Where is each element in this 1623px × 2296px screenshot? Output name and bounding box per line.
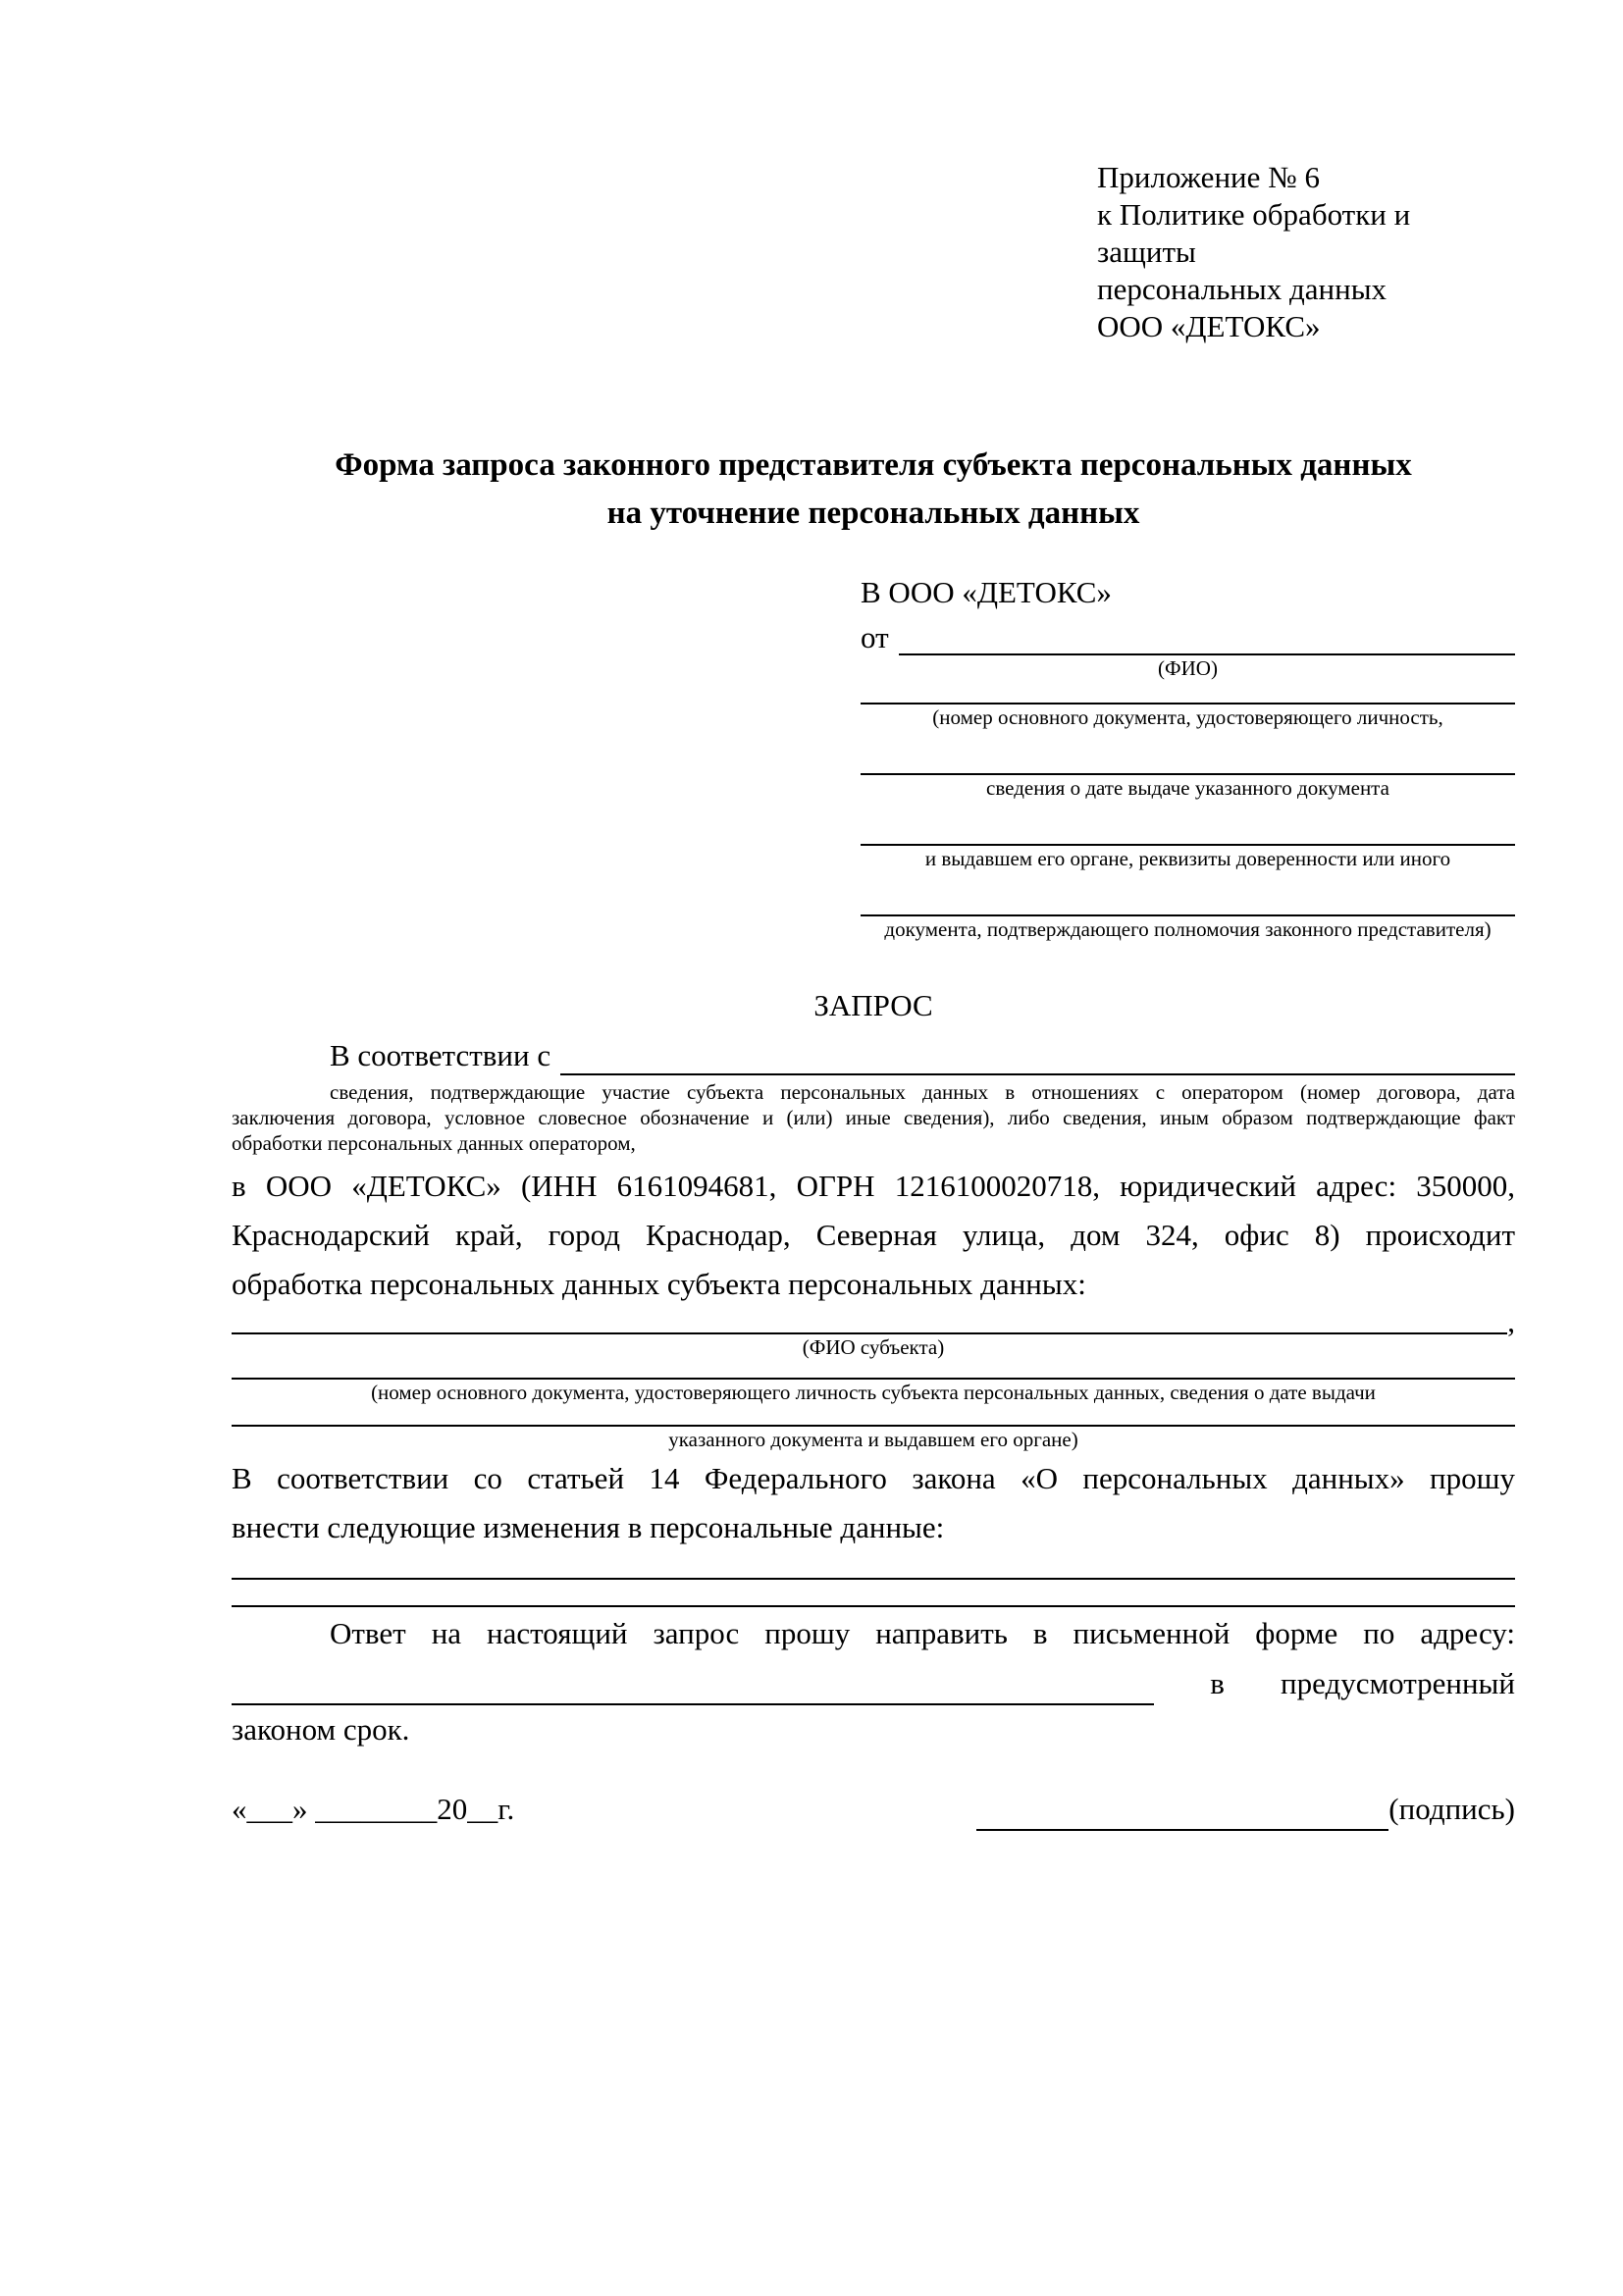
appendix-line: персональных данных: [1097, 272, 1387, 306]
trailing-comma: ,: [1507, 1304, 1515, 1338]
field-line: [861, 871, 1515, 916]
date-signature-row: [232, 1788, 1515, 1831]
reply-paragraph-line: Ответ на настоящий запрос прошу направить в письменной форме по адресу:: [330, 1616, 1515, 1650]
field-line: [861, 801, 1515, 846]
address-field-line: [232, 1666, 1154, 1705]
subject-fio-field-line: [232, 1311, 1507, 1334]
subject-doc-caption: (номер основного документа, удостоверяющего личность субъекта персональных данных, сведения о дате выдачи: [371, 1381, 1376, 1404]
field-caption: (номер основного документа, удостоверяющего личность,: [932, 705, 1443, 729]
accordance-field-line: [560, 1038, 1515, 1075]
field-line: [861, 730, 1515, 775]
subject-doc-field-line: [232, 1360, 1515, 1380]
accordance-label: В соответствии с: [330, 1038, 551, 1072]
reply-word: предусмотренный: [1281, 1666, 1515, 1700]
reply-closing: законом срок.: [232, 1712, 410, 1747]
field-caption: документа, подтверждающего полномочия законного представителя): [884, 917, 1492, 941]
footnote: [232, 1079, 1515, 1156]
operator-paragraph-line: обработка персональных данных субъекта персональных данных:: [232, 1267, 1086, 1301]
reply-paragraph: [232, 1609, 1515, 1754]
changes-field-line: [232, 1580, 1515, 1607]
form-title: [232, 442, 1515, 538]
appendix-line: ООО «ДЕТОКС»: [1097, 309, 1321, 343]
footnote-line: заключения договора, условное словесное обозначение и (или) иные сведения), либо сведения, иным образом подтверждающие факт: [232, 1106, 1515, 1129]
operator-paragraph: [232, 1162, 1515, 1309]
signature-field: [976, 1788, 1515, 1831]
appendix-line: Приложение № 6: [1097, 160, 1320, 194]
from-row: [861, 614, 1515, 655]
law-paragraph: [232, 1454, 1515, 1552]
appendix-line: к Политике обработки и защиты: [1097, 197, 1411, 269]
field-caption: сведения о дате выдаче указанного документа: [986, 776, 1389, 800]
fio-caption: (ФИО): [1158, 656, 1218, 680]
field-line: [861, 681, 1515, 704]
addressee-organization: В ООО «ДЕТОКС»: [861, 575, 1112, 609]
address-field-row: [232, 1658, 1515, 1705]
signature-caption: (подпись): [1388, 1792, 1515, 1826]
reply-word: в: [1210, 1666, 1225, 1700]
from-label: от: [861, 620, 889, 654]
request-heading: ЗАПРОС: [813, 988, 933, 1022]
fio-field-line: [899, 620, 1515, 655]
fio-subject-caption: (ФИО субъекта): [802, 1335, 945, 1359]
footnote-line: сведения, подтверждающие участие субъекта персональных данных в отношениях с оператором (номер договора, дата: [330, 1080, 1515, 1104]
signature-field-line: [976, 1792, 1388, 1831]
operator-paragraph-line: Краснодарский край, город Краснодар, Северная улица, дом 324, офис 8) происходит: [232, 1218, 1515, 1252]
operator-paragraph-line: в ООО «ДЕТОКС» (ИНН 6161094681, ОГРН 1216100020718, юридический адрес: 350000,: [232, 1169, 1515, 1203]
form-title-line: на уточнение персональных данных: [606, 496, 1140, 531]
law-paragraph-line: внести следующие изменения в персональные данные:: [232, 1510, 945, 1544]
subject-doc-field-line: [232, 1405, 1515, 1427]
law-paragraph-line: В соответствии со статьей 14 Федерального закона «О персональных данных» прошу: [232, 1461, 1515, 1495]
accordance-row: [232, 1030, 1515, 1075]
changes-field-line: [232, 1552, 1515, 1580]
addressee-block: [861, 571, 1515, 942]
subject-doc-caption: указанного документа и выдавшем его органе): [668, 1428, 1078, 1451]
appendix-block: [1097, 159, 1515, 345]
form-title-line: Форма запроса законного представителя субъекта персональных данных: [335, 447, 1412, 483]
field-caption: и выдавшем его органе, реквизиты доверенности или иного: [924, 847, 1451, 870]
subject-fio-field-row: [232, 1304, 1515, 1338]
date-field: «___» ________20__г.: [232, 1792, 515, 1826]
footnote-line: обработки персональных данных оператором,: [232, 1131, 636, 1155]
